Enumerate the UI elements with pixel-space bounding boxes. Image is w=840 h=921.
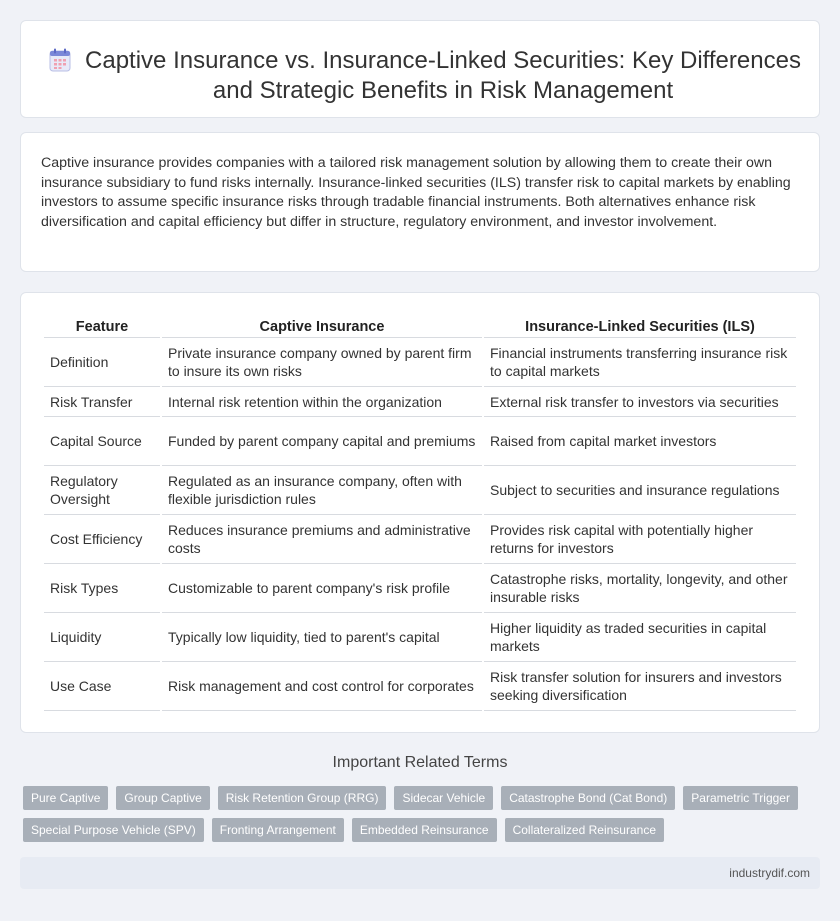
- table-row: [44, 662, 796, 711]
- related-term-tag[interactable]: Parametric Trigger: [683, 786, 798, 810]
- ils-cell: External risk transfer to investors via securities: [484, 387, 796, 417]
- ils-cell: Subject to securities and insurance regulations: [484, 466, 796, 515]
- captive-cell: Customizable to parent company's risk profile: [162, 564, 482, 613]
- captive-cell: Funded by parent company capital and premiums: [162, 417, 482, 466]
- header-captive: Captive Insurance: [162, 316, 482, 338]
- table-row: [44, 515, 796, 564]
- comparison-card: [20, 292, 820, 733]
- footer-site-link[interactable]: industrydif.com: [729, 866, 810, 880]
- related-term-tag[interactable]: Catastrophe Bond (Cat Bond): [501, 786, 675, 810]
- related-term-tag[interactable]: Collateralized Reinsurance: [505, 818, 664, 842]
- feature-cell: Capital Source: [44, 417, 160, 466]
- table-row: [44, 417, 796, 466]
- table-row: [44, 466, 796, 515]
- ils-cell: Catastrophe risks, mortality, longevity, and other insurable risks: [484, 564, 796, 613]
- feature-cell: Risk Types: [44, 564, 160, 613]
- captive-cell: Private insurance company owned by parent firm to insure its own risks: [162, 338, 482, 387]
- related-term-tag[interactable]: Embedded Reinsurance: [352, 818, 497, 842]
- related-terms-list: [23, 786, 813, 842]
- related-terms-heading: Important Related Terms: [332, 754, 508, 771]
- table-row: [44, 564, 796, 613]
- ils-cell: Higher liquidity as traded securities in capital markets: [484, 613, 796, 662]
- feature-cell: Use Case: [44, 662, 160, 711]
- ils-cell: Raised from capital market investors: [484, 417, 796, 466]
- feature-cell: Risk Transfer: [44, 387, 160, 417]
- related-term-tag[interactable]: Sidecar Vehicle: [394, 786, 493, 810]
- table-row: [44, 338, 796, 387]
- header-ils: Insurance-Linked Securities (ILS): [484, 316, 796, 338]
- ils-cell: Financial instruments transferring insurance risk to capital markets: [484, 338, 796, 387]
- captive-cell: Risk management and cost control for corporates: [162, 662, 482, 711]
- comparison-table: [42, 316, 798, 711]
- table-header-row: [44, 316, 796, 338]
- related-term-tag[interactable]: Pure Captive: [23, 786, 108, 810]
- feature-cell: Cost Efficiency: [44, 515, 160, 564]
- related-term-tag[interactable]: Fronting Arrangement: [212, 818, 344, 842]
- ils-cell: Risk transfer solution for insurers and investors seeking diversification: [484, 662, 796, 711]
- table-row: [44, 387, 796, 417]
- related-term-tag[interactable]: Group Captive: [116, 786, 209, 810]
- footer-bar: [20, 857, 820, 889]
- page-title: Captive Insurance vs. Insurance-Linked Securities: Key Differences and Strategic Benefits in Risk Management: [85, 47, 801, 104]
- table-row: [44, 613, 796, 662]
- ils-cell: Provides risk capital with potentially higher returns for investors: [484, 515, 796, 564]
- captive-cell: Internal risk retention within the organization: [162, 387, 482, 417]
- intro-paragraph: Captive insurance provides companies with a tailored risk management solution by allowing them to create their own insurance subsidiary to fund risks internally. Insurance-linked securities (ILS) transfer risk to capital markets by enabling investors to assume specific insurance risks through tradable financial instruments. Both alternatives enhance risk diversification and capital efficiency but differ in structure, regulatory environment, and investor involvement.: [41, 155, 791, 230]
- related-term-tag[interactable]: Risk Retention Group (RRG): [218, 786, 387, 810]
- related-term-tag[interactable]: Special Purpose Vehicle (SPV): [23, 818, 204, 842]
- intro-card: [20, 132, 820, 272]
- feature-cell: Regulatory Oversight: [44, 466, 160, 515]
- feature-cell: Liquidity: [44, 613, 160, 662]
- captive-cell: Reduces insurance premiums and administrative costs: [162, 515, 482, 564]
- captive-cell: Typically low liquidity, tied to parent's capital: [162, 613, 482, 662]
- title-card: [20, 20, 820, 118]
- captive-cell: Regulated as an insurance company, often with flexible jurisdiction rules: [162, 466, 482, 515]
- calendar-grid-icon: [49, 48, 71, 72]
- feature-cell: Definition: [44, 338, 160, 387]
- header-feature: Feature: [44, 316, 160, 338]
